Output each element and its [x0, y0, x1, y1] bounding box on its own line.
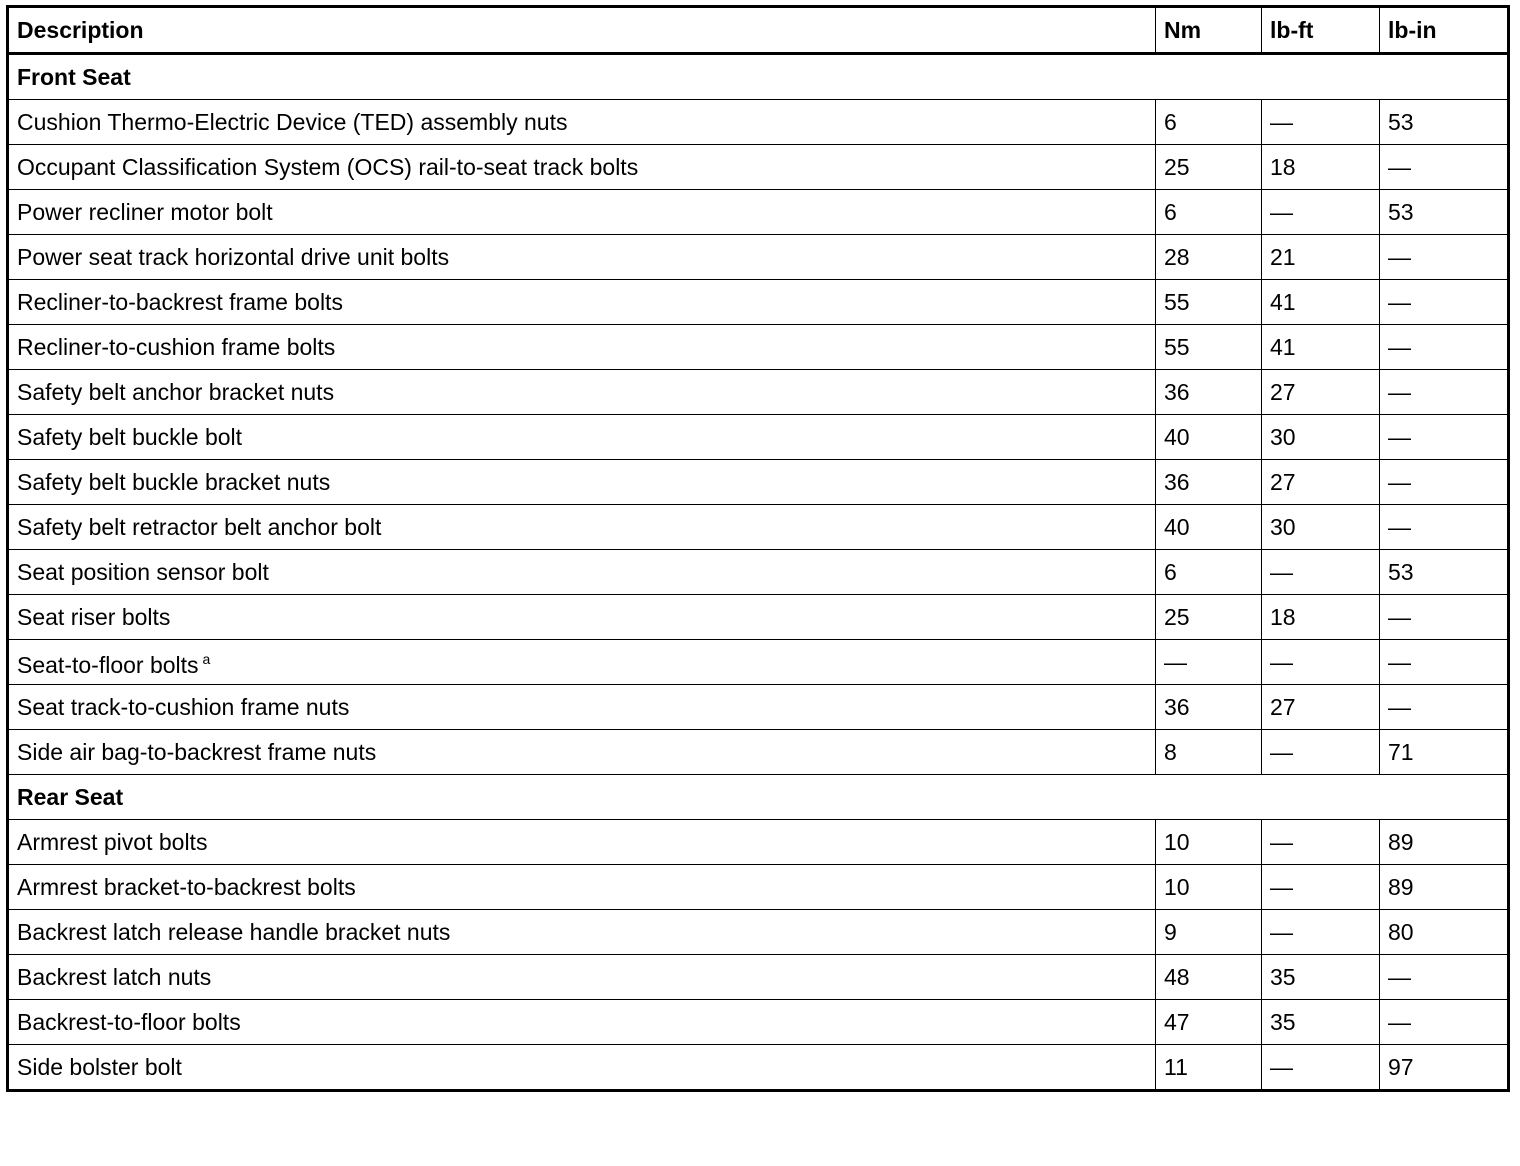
table-row	[8, 370, 1509, 415]
description-text: Recliner-to-backrest frame bolts	[17, 289, 343, 315]
cell-lb-ft-text: 18	[1270, 154, 1296, 180]
cell-lb-in	[1380, 685, 1509, 730]
cell-lb-in	[1380, 595, 1509, 640]
cell-lb-in-text: 53	[1388, 199, 1414, 225]
table-row	[8, 415, 1509, 460]
cell-description	[8, 820, 1156, 865]
cell-nm-text: 55	[1164, 289, 1190, 315]
cell-lb-ft	[1262, 100, 1380, 145]
cell-lb-in	[1380, 865, 1509, 910]
cell-lb-ft-text: 21	[1270, 244, 1296, 270]
description-text: Seat position sensor bolt	[17, 559, 269, 585]
cell-lb-ft	[1262, 460, 1380, 505]
cell-description	[8, 955, 1156, 1000]
description-text: Armrest bracket-to-backrest bolts	[17, 874, 356, 900]
cell-description	[8, 730, 1156, 775]
cell-lb-in-text: 53	[1388, 109, 1414, 135]
cell-lb-in-text: —	[1388, 514, 1411, 540]
table-row	[8, 685, 1509, 730]
cell-lb-ft	[1262, 1000, 1380, 1045]
cell-lb-ft	[1262, 820, 1380, 865]
description-text: Seat riser bolts	[17, 604, 171, 630]
cell-lb-ft-text: 35	[1270, 1009, 1296, 1035]
table-row	[8, 460, 1509, 505]
cell-nm	[1156, 955, 1262, 1000]
cell-description	[8, 640, 1156, 685]
cell-lb-in	[1380, 1045, 1509, 1091]
cell-lb-in	[1380, 955, 1509, 1000]
cell-nm	[1156, 595, 1262, 640]
cell-description	[8, 1045, 1156, 1091]
cell-lb-in-text: 71	[1388, 739, 1414, 765]
cell-lb-ft-text: 30	[1270, 514, 1296, 540]
table-row	[8, 730, 1509, 775]
cell-lb-in-text: —	[1388, 469, 1411, 495]
section-title: Front Seat	[8, 54, 1509, 100]
table-row	[8, 100, 1509, 145]
header-row	[8, 7, 1509, 54]
cell-lb-ft	[1262, 190, 1380, 235]
section-title: Rear Seat	[8, 775, 1509, 820]
table-row	[8, 325, 1509, 370]
cell-nm-text: 40	[1164, 424, 1190, 450]
cell-lb-in-text: —	[1388, 334, 1411, 360]
cell-lb-in-text: —	[1388, 964, 1411, 990]
cell-lb-ft	[1262, 280, 1380, 325]
description-text: Safety belt anchor bracket nuts	[17, 379, 335, 405]
cell-nm-text: 6	[1164, 109, 1177, 135]
cell-nm-text: 48	[1164, 964, 1190, 990]
cell-lb-ft-text: —	[1270, 199, 1293, 225]
table-row	[8, 190, 1509, 235]
cell-lb-in-text: —	[1388, 244, 1411, 270]
cell-lb-in-text: 89	[1388, 874, 1414, 900]
cell-nm	[1156, 280, 1262, 325]
cell-lb-in	[1380, 415, 1509, 460]
description-text: Recliner-to-cushion frame bolts	[17, 334, 336, 360]
cell-description	[8, 280, 1156, 325]
cell-nm	[1156, 325, 1262, 370]
table-row	[8, 505, 1509, 550]
table-row	[8, 1045, 1509, 1091]
cell-lb-ft-text: —	[1270, 739, 1293, 765]
cell-lb-ft	[1262, 370, 1380, 415]
table-row	[8, 910, 1509, 955]
cell-nm-text: 10	[1164, 874, 1190, 900]
footnote-marker: a	[202, 651, 211, 667]
table-row	[8, 1000, 1509, 1045]
cell-nm	[1156, 235, 1262, 280]
cell-lb-ft	[1262, 505, 1380, 550]
table-row	[8, 145, 1509, 190]
cell-lb-in	[1380, 145, 1509, 190]
cell-description	[8, 370, 1156, 415]
table-row	[8, 280, 1509, 325]
cell-lb-ft	[1262, 1045, 1380, 1091]
cell-lb-ft	[1262, 640, 1380, 685]
description-text: Seat track-to-cushion frame nuts	[17, 694, 350, 720]
cell-lb-ft-text: 35	[1270, 964, 1296, 990]
description-text: Occupant Classification System (OCS) rail-to-seat track bolts	[17, 154, 639, 180]
cell-lb-ft	[1262, 235, 1380, 280]
cell-nm-text: 6	[1164, 559, 1177, 585]
table-row	[8, 550, 1509, 595]
cell-lb-in-text: —	[1388, 379, 1411, 405]
cell-description	[8, 685, 1156, 730]
cell-description	[8, 460, 1156, 505]
table-row	[8, 595, 1509, 640]
cell-lb-in-text: —	[1388, 424, 1411, 450]
cell-nm-text: 9	[1164, 919, 1177, 945]
header-nm: Nm	[1156, 7, 1262, 54]
table-header	[8, 7, 1509, 54]
cell-lb-in	[1380, 370, 1509, 415]
cell-nm	[1156, 910, 1262, 955]
cell-lb-ft	[1262, 415, 1380, 460]
header-lb-in: lb-in	[1380, 7, 1509, 54]
cell-description	[8, 415, 1156, 460]
cell-description	[8, 910, 1156, 955]
cell-lb-in	[1380, 280, 1509, 325]
cell-nm-text: 28	[1164, 244, 1190, 270]
cell-nm-text: 25	[1164, 604, 1190, 630]
cell-lb-ft-text: —	[1270, 919, 1293, 945]
cell-lb-in	[1380, 550, 1509, 595]
cell-nm	[1156, 1000, 1262, 1045]
cell-lb-in	[1380, 190, 1509, 235]
table-row	[8, 955, 1509, 1000]
cell-nm-text: 40	[1164, 514, 1190, 540]
description-text: Cushion Thermo-Electric Device (TED) assembly nuts	[17, 109, 568, 135]
cell-nm-text: 47	[1164, 1009, 1190, 1035]
cell-lb-in	[1380, 640, 1509, 685]
cell-nm	[1156, 1045, 1262, 1091]
cell-lb-in	[1380, 910, 1509, 955]
cell-description	[8, 1000, 1156, 1045]
cell-lb-in-text: 89	[1388, 829, 1414, 855]
cell-nm-text: —	[1164, 649, 1187, 675]
cell-nm	[1156, 100, 1262, 145]
cell-lb-ft-text: 18	[1270, 604, 1296, 630]
description-text: Power recliner motor bolt	[17, 199, 273, 225]
cell-lb-ft-text: —	[1270, 559, 1293, 585]
cell-lb-in	[1380, 235, 1509, 280]
cell-nm	[1156, 415, 1262, 460]
cell-lb-ft	[1262, 145, 1380, 190]
cell-lb-in	[1380, 730, 1509, 775]
cell-description	[8, 190, 1156, 235]
cell-description	[8, 550, 1156, 595]
cell-lb-in	[1380, 100, 1509, 145]
cell-nm	[1156, 460, 1262, 505]
table-row	[8, 820, 1509, 865]
cell-lb-in-text: —	[1388, 604, 1411, 630]
cell-nm-text: 11	[1164, 1054, 1188, 1080]
cell-nm-text: 6	[1164, 199, 1177, 225]
description-text: Side air bag-to-backrest frame nuts	[17, 739, 377, 765]
cell-nm	[1156, 190, 1262, 235]
torque-specifications-table	[6, 5, 1510, 1092]
cell-lb-in	[1380, 325, 1509, 370]
description-text: Seat-to-floor bolts	[17, 652, 199, 678]
cell-description	[8, 865, 1156, 910]
cell-nm-text: 36	[1164, 379, 1190, 405]
description-text: Safety belt buckle bracket nuts	[17, 469, 331, 495]
cell-nm-text: 55	[1164, 334, 1190, 360]
cell-nm-text: 25	[1164, 154, 1190, 180]
cell-description	[8, 505, 1156, 550]
cell-description	[8, 100, 1156, 145]
cell-nm	[1156, 145, 1262, 190]
cell-lb-in-text: —	[1388, 1009, 1411, 1035]
cell-lb-in-text: 80	[1388, 919, 1414, 945]
cell-lb-ft	[1262, 325, 1380, 370]
cell-nm	[1156, 640, 1262, 685]
description-text: Armrest pivot bolts	[17, 829, 208, 855]
cell-lb-in	[1380, 460, 1509, 505]
cell-lb-ft-text: 27	[1270, 469, 1296, 495]
description-text: Backrest latch release handle bracket nuts	[17, 919, 451, 945]
cell-lb-ft-text: —	[1270, 1054, 1293, 1080]
cell-lb-ft-text: 30	[1270, 424, 1296, 450]
section-header-row	[8, 775, 1509, 820]
cell-lb-in	[1380, 505, 1509, 550]
cell-lb-ft	[1262, 910, 1380, 955]
description-text: Backrest-to-floor bolts	[17, 1009, 241, 1035]
cell-lb-ft-text: 41	[1270, 289, 1296, 315]
cell-nm	[1156, 370, 1262, 415]
cell-description	[8, 595, 1156, 640]
description-text: Safety belt retractor belt anchor bolt	[17, 514, 382, 540]
cell-nm	[1156, 550, 1262, 595]
cell-nm-text: 8	[1164, 739, 1177, 765]
cell-nm-text: 36	[1164, 469, 1190, 495]
cell-nm	[1156, 505, 1262, 550]
description-text: Power seat track horizontal drive unit bolts	[17, 244, 450, 270]
cell-description	[8, 235, 1156, 280]
section-header-row	[8, 54, 1509, 100]
cell-nm-text: 36	[1164, 694, 1190, 720]
cell-lb-ft	[1262, 595, 1380, 640]
header-description: Description	[8, 7, 1156, 54]
cell-lb-in-text: 53	[1388, 559, 1414, 585]
table-row	[8, 640, 1509, 685]
table-body	[8, 54, 1509, 1091]
cell-nm	[1156, 865, 1262, 910]
cell-lb-in-text: —	[1388, 649, 1411, 675]
cell-lb-in-text: —	[1388, 289, 1411, 315]
cell-lb-ft-text: 41	[1270, 334, 1296, 360]
cell-nm	[1156, 730, 1262, 775]
cell-lb-in	[1380, 1000, 1509, 1045]
cell-lb-ft-text: 27	[1270, 379, 1296, 405]
cell-lb-in-text: —	[1388, 154, 1411, 180]
cell-lb-ft	[1262, 550, 1380, 595]
cell-lb-in-text: —	[1388, 694, 1411, 720]
cell-nm-text: 10	[1164, 829, 1190, 855]
header-lb-ft: lb-ft	[1262, 7, 1380, 54]
cell-lb-ft	[1262, 730, 1380, 775]
table-row	[8, 865, 1509, 910]
cell-lb-ft-text: —	[1270, 649, 1293, 675]
cell-nm	[1156, 685, 1262, 730]
cell-lb-ft-text: —	[1270, 874, 1293, 900]
cell-lb-ft	[1262, 865, 1380, 910]
cell-lb-ft-text: —	[1270, 109, 1293, 135]
table-row	[8, 235, 1509, 280]
cell-lb-ft-text: 27	[1270, 694, 1296, 720]
cell-lb-in-text: 97	[1388, 1054, 1414, 1080]
cell-lb-ft	[1262, 955, 1380, 1000]
cell-description	[8, 325, 1156, 370]
cell-lb-ft	[1262, 685, 1380, 730]
cell-lb-in	[1380, 820, 1509, 865]
description-text: Side bolster bolt	[17, 1054, 182, 1080]
cell-lb-ft-text: —	[1270, 829, 1293, 855]
description-text: Backrest latch nuts	[17, 964, 212, 990]
cell-description	[8, 145, 1156, 190]
description-text: Safety belt buckle bolt	[17, 424, 243, 450]
cell-nm	[1156, 820, 1262, 865]
